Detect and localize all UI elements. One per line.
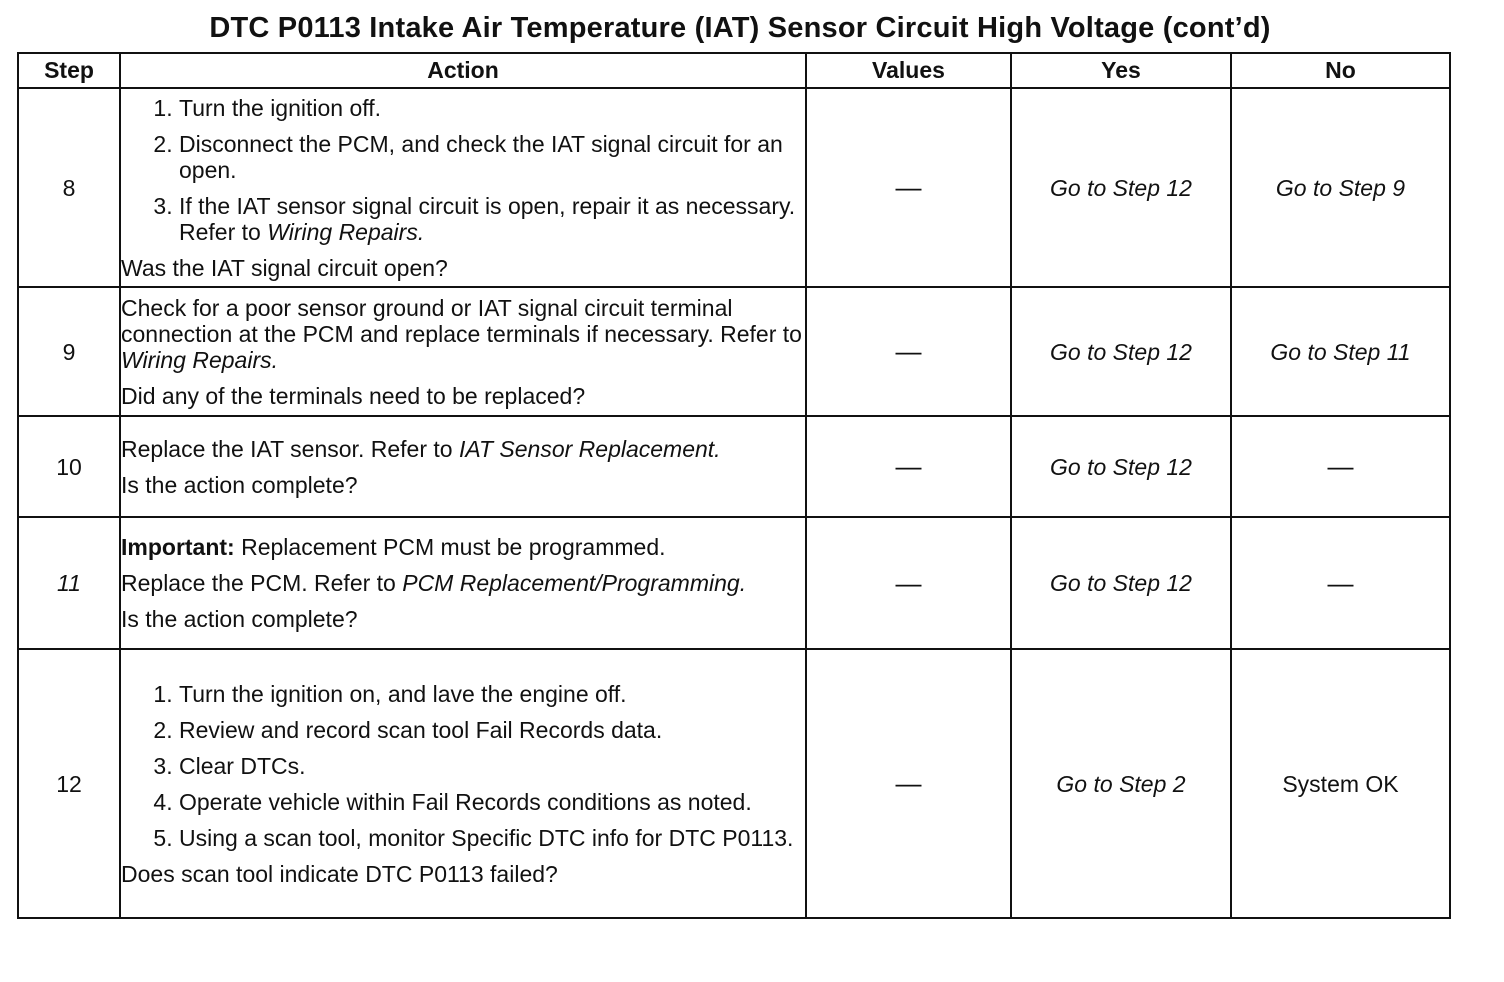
table-row: [18, 416, 1450, 517]
values-cell: —: [806, 416, 1011, 517]
header-action: Action: [120, 53, 806, 88]
values-cell: —: [806, 517, 1011, 649]
question-text: Was the IAT signal circuit open?: [121, 254, 448, 281]
yes-cell: Go to Step 12: [1011, 287, 1231, 416]
table-row: [18, 287, 1450, 416]
yes-cell: Go to Step 12: [1011, 416, 1231, 517]
list-item: 1. Turn the ignition on, and lave the engine off.: [179, 681, 805, 707]
no-cell: System OK: [1231, 649, 1450, 918]
question-text: Is the action complete?: [121, 471, 358, 498]
diagnostic-table: [17, 52, 1451, 919]
table-row: [18, 517, 1450, 649]
table-row: [18, 88, 1450, 287]
action-cell: [120, 88, 806, 287]
values-cell: —: [806, 287, 1011, 416]
yes-cell: Go to Step 2: [1011, 649, 1231, 918]
step-number: 12: [18, 649, 120, 918]
question-text: Did any of the terminals need to be replaced?: [121, 382, 586, 409]
action-cell: [120, 649, 806, 918]
header-step: Step: [18, 53, 120, 88]
list-item: 2. Disconnect the PCM, and check the IAT signal circuit for an open.: [179, 131, 805, 183]
list-item: 1. Turn the ignition off.: [179, 95, 805, 121]
question-text: Is the action complete?: [121, 606, 358, 632]
important-label: Important:: [121, 534, 235, 560]
step-number: 9: [18, 287, 120, 416]
page-title: DTC P0113 Intake Air Temperature (IAT) Sensor Circuit High Voltage (cont’d): [209, 12, 1271, 44]
values-cell: —: [806, 88, 1011, 287]
reference-link: Wiring Repairs.: [267, 218, 425, 245]
reference-link: PCM Replacement/Programming.: [402, 570, 747, 596]
yes-cell: Go to Step 12: [1011, 517, 1231, 649]
no-cell: —: [1231, 517, 1450, 649]
action-list: [121, 95, 805, 245]
action-cell: Important: Replacement PCM must be programmed. Replace the PCM. Refer to PCM Replacement/Programming. Is the action complete?: [120, 517, 806, 649]
no-cell: Go to Step 11: [1231, 287, 1450, 416]
header-yes: Yes: [1011, 53, 1231, 88]
step-number: 10: [18, 416, 120, 517]
question-text: Does scan tool indicate DTC P0113 failed?: [121, 860, 558, 887]
action-cell: Check for a poor sensor ground or IAT signal circuit terminal connection at the PCM and replace terminals if necessary. Refer to Wiring Repairs. Did any of the terminals need to be replaced?: [120, 287, 806, 416]
list-item: 5. Using a scan tool, monitor Specific DTC info for DTC P0113.: [179, 825, 805, 851]
list-item: 4. Operate vehicle within Fail Records conditions as noted.: [179, 789, 805, 815]
reference-link: IAT Sensor Replacement.: [458, 435, 721, 462]
no-cell: —: [1231, 416, 1450, 517]
header-no: No: [1231, 53, 1450, 88]
no-cell: Go to Step 9: [1231, 88, 1450, 287]
step-number: 8: [18, 88, 120, 287]
action-list: [121, 681, 805, 851]
header-row: [18, 53, 1450, 88]
list-item: 3. Clear DTCs.: [179, 753, 805, 779]
list-item: 3. If the IAT sensor signal circuit is open, repair it as necessary. Refer to Wiring Repairs.: [179, 193, 805, 245]
values-cell: —: [806, 649, 1011, 918]
table-row: [18, 649, 1450, 918]
yes-cell: Go to Step 12: [1011, 88, 1231, 287]
reference-link: Wiring Repairs.: [121, 346, 279, 373]
step-number: 11: [18, 517, 120, 649]
list-item: 2. Review and record scan tool Fail Records data.: [179, 717, 805, 743]
header-values: Values: [806, 53, 1011, 88]
action-cell: Replace the IAT sensor. Refer to IAT Sensor Replacement. Is the action complete?: [120, 416, 806, 517]
